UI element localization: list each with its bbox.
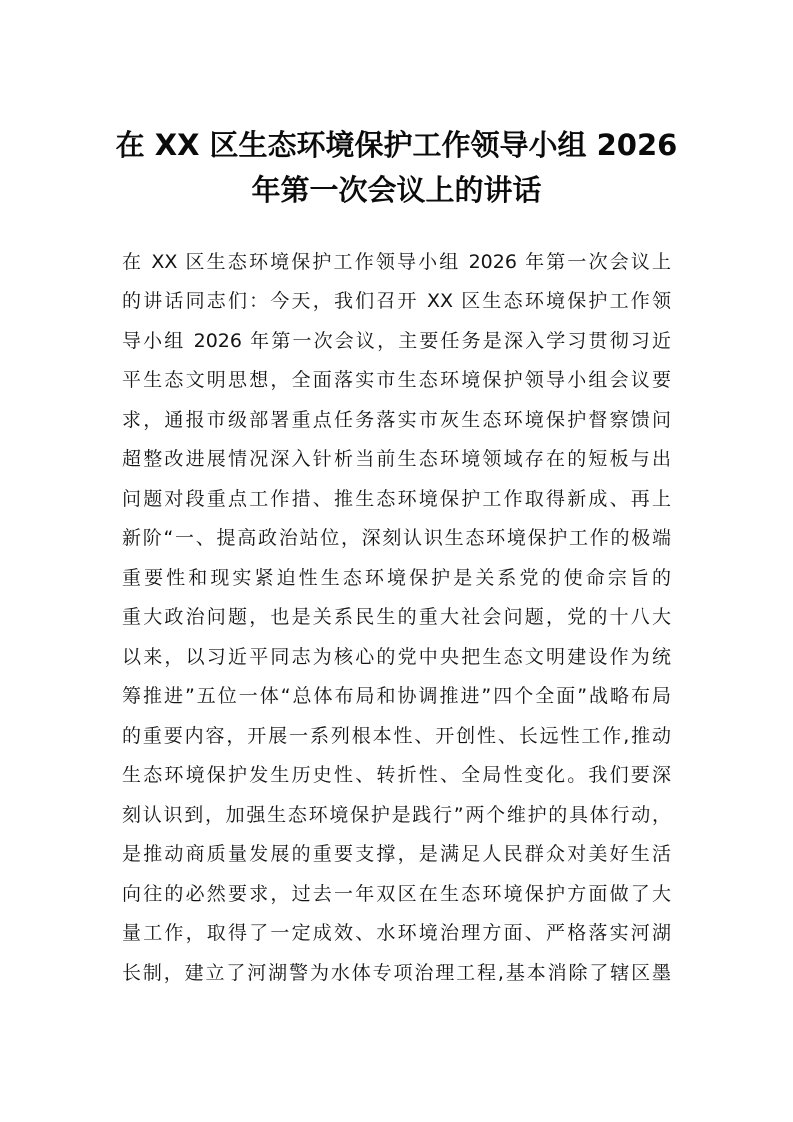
body-line: 以来，以习近平同志为核心的党中央把生态文明建设作为统 — [122, 646, 671, 668]
document-title-line-2: 年第一次会议上的讲话 — [251, 173, 542, 207]
document-title-line-1: 在 XX 区生态环境保护工作领导小组 2026 — [115, 128, 678, 162]
body-line: 生态环境保护发生历史性、转折性、全局性变化。我们要深 — [122, 764, 671, 786]
body-line: 导小组 2026 年第一次会议，主要任务是深入学习贯彻习近 — [122, 330, 671, 352]
body-line: 的重要内容，开展一系列根本性、开创性、长远性工作,推动 — [122, 725, 671, 747]
body-line: 向往的必然要求，过去一年双区在生态环境保护方面做了大 — [122, 883, 671, 905]
body-line: 平生态文明思想，全面落实市生态环境保护领导小组会议要 — [122, 369, 671, 391]
body-line: 问题对段重点工作措、推生态环境保护工作取得新成、再上 — [122, 488, 671, 510]
body-line: 求，通报市级部署重点任务落实市灰生态环境保护督察馈问 — [122, 409, 671, 431]
body-line: 是推动商质量发展的重要支撑，是满足人民群众对美好生活 — [122, 843, 671, 865]
body-line: 量工作，取得了一定成效、水环境治理方面、严格落实河湖 — [122, 922, 671, 944]
body-line: 筹推进”五位一体“总体布局和协调推进”四个全面”战略布局 — [122, 685, 671, 707]
body-line: 的讲话同志们：今天，我们召开 XX 区生态环境保护工作领 — [122, 290, 671, 312]
body-line: 刻认识到，加强生态环境保护是践行”两个维护的具体行动， — [122, 804, 671, 826]
body-line: 重大政治问题，也是关系民生的重大社会问题，党的十八大 — [122, 606, 671, 628]
body-line: 在 XX 区生态环境保护工作领导小组 2026 年第一次会议上 — [122, 251, 671, 273]
body-line: 长制，建立了河湖警为水体专项治理工程,基本消除了辖区墨 — [122, 962, 671, 984]
body-line: 重要性和现实紧迫性生态环境保护是关系党的使命宗旨的 — [122, 567, 671, 589]
body-line: 超整改进展情况深入针析当前生态环境领域存在的短板与出 — [122, 448, 671, 470]
body-line: 新阶“一、提高政治站位，深刻认识生态环境保护工作的极端 — [122, 527, 671, 549]
